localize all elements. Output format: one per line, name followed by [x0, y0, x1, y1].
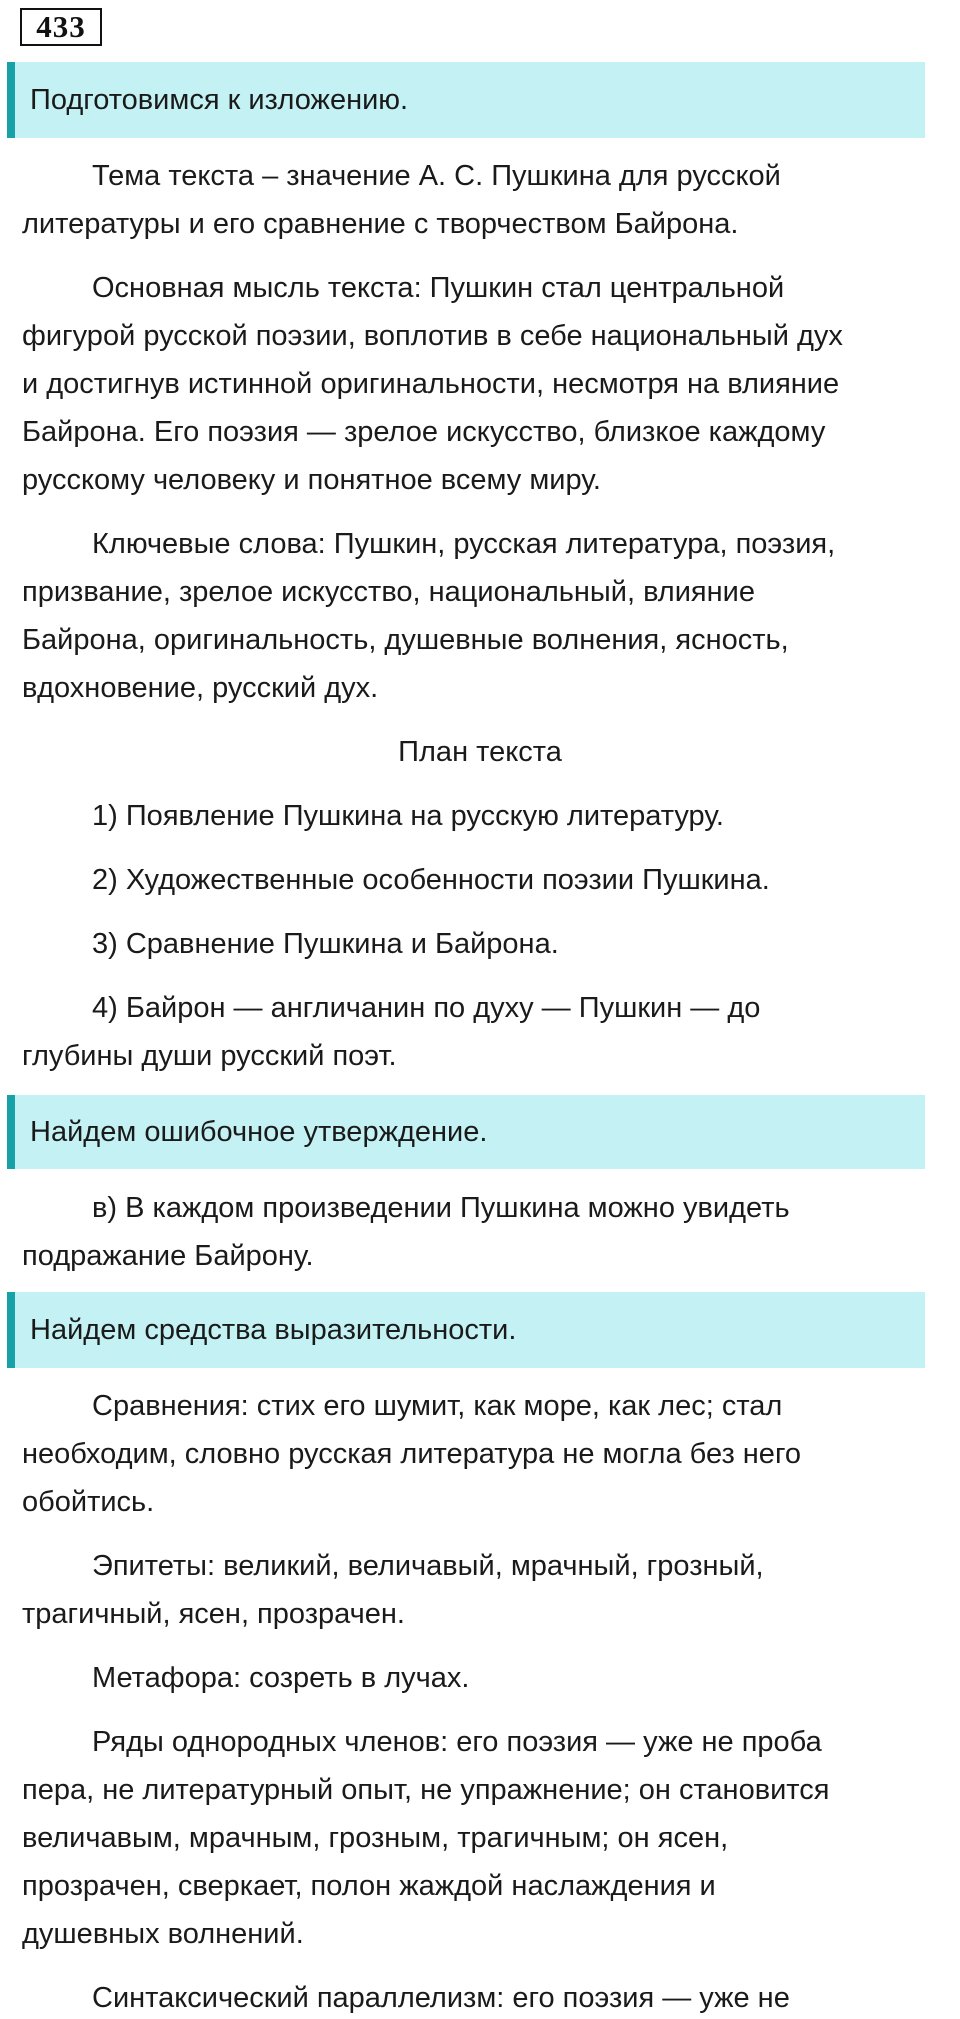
paragraph-line: пера, не литературный опыт, не упражнение; он становится: [22, 1774, 830, 1806]
paragraph-line: Основная мысль текста: Пушкин стал центральной: [92, 272, 785, 304]
task-number-badge: 433: [20, 8, 102, 46]
paragraph-line: 4) Байрон — англичанин по духу — Пушкин — до: [92, 992, 761, 1024]
paragraph-line: Сравнения: стих его шумит, как море, как лес; стал: [92, 1390, 783, 1422]
plan-item-2: [22, 856, 957, 904]
paragraph-line: трагичный, ясен, прозрачен.: [22, 1598, 405, 1630]
section-header-preparation: [7, 62, 925, 138]
metaphor-paragraph: [22, 1654, 957, 1702]
plan-title: План текста: [398, 736, 562, 768]
section-title: Подготовимся к изложению.: [30, 84, 409, 116]
theme-paragraph: [22, 152, 957, 248]
plan-item-4: [22, 984, 957, 1080]
section-header-expressive-means: [7, 1292, 925, 1368]
section-title: Найдем средства выразительности.: [30, 1314, 517, 1346]
paragraph-line: Эпитеты: великий, величавый, мрачный, грозный,: [92, 1550, 764, 1582]
paragraph-line: Метафора: созреть в лучах.: [92, 1662, 470, 1694]
paragraph-line: Ключевые слова: Пушкин, русская литература, поэзия,: [92, 528, 836, 560]
paragraph-line: душевных волнений.: [22, 1918, 304, 1950]
main-idea-paragraph: [22, 264, 957, 504]
paragraph-line: 2) Художественные особенности поэзии Пушкина.: [92, 864, 770, 896]
paragraph-line: в) В каждом произведении Пушкина можно увидеть: [92, 1192, 790, 1224]
paragraph-line: Байрона, оригинальность, душевные волнения, ясность,: [22, 624, 789, 656]
paragraph-line: и достигнув истинной оригинальности, несмотря на влияние: [22, 368, 840, 400]
comparisons-paragraph: [22, 1382, 957, 1526]
paragraph-line: глубины души русский поэт.: [22, 1040, 397, 1072]
keywords-paragraph: [22, 520, 957, 712]
plan-item-1: [22, 792, 957, 840]
paragraph-line: обойтись.: [22, 1486, 155, 1518]
paragraph-line: Синтаксический параллелизм: его поэзия — уже не: [92, 1982, 790, 2014]
paragraph-line: Тема текста – значение А. С. Пушкина для русской: [92, 160, 781, 192]
parallelism-paragraph: [22, 1974, 957, 2019]
epithets-paragraph: [22, 1542, 957, 1638]
paragraph-line: литературы и его сравнение с творчеством Байрона.: [22, 208, 739, 240]
wrong-statement-paragraph: [22, 1184, 957, 1280]
paragraph-line: призвание, зрелое искусство, национальный, влияние: [22, 576, 755, 608]
paragraph-line: 3) Сравнение Пушкина и Байрона.: [92, 928, 559, 960]
plan-item-3: [22, 920, 957, 968]
paragraph-line: Байрона. Его поэзия — зрелое искусство, близкое каждому: [22, 416, 826, 448]
paragraph-line: вдохновение, русский дух.: [22, 672, 379, 704]
paragraph-line: прозрачен, сверкает, полон жаждой наслаждения и: [22, 1870, 716, 1902]
section-header-wrong-statement: [7, 1095, 925, 1169]
paragraph-line: необходим, словно русская литература не могла без него: [22, 1438, 802, 1470]
section-title: Найдем ошибочное утверждение.: [30, 1116, 488, 1148]
paragraph-line: подражание Байрону.: [22, 1240, 314, 1272]
homogeneous-paragraph: [22, 1718, 957, 1958]
paragraph-line: величавым, мрачным, грозным, трагичным; он ясен,: [22, 1822, 729, 1854]
paragraph-line: 1) Появление Пушкина на русскую литературу.: [92, 800, 724, 832]
paragraph-line: фигурой русской поэзии, воплотив в себе национальный дух: [22, 320, 843, 352]
paragraph-line: Ряды однородных членов: его поэзия — уже не проба: [92, 1726, 822, 1758]
paragraph-line: русскому человеку и понятное всему миру.: [22, 464, 601, 496]
